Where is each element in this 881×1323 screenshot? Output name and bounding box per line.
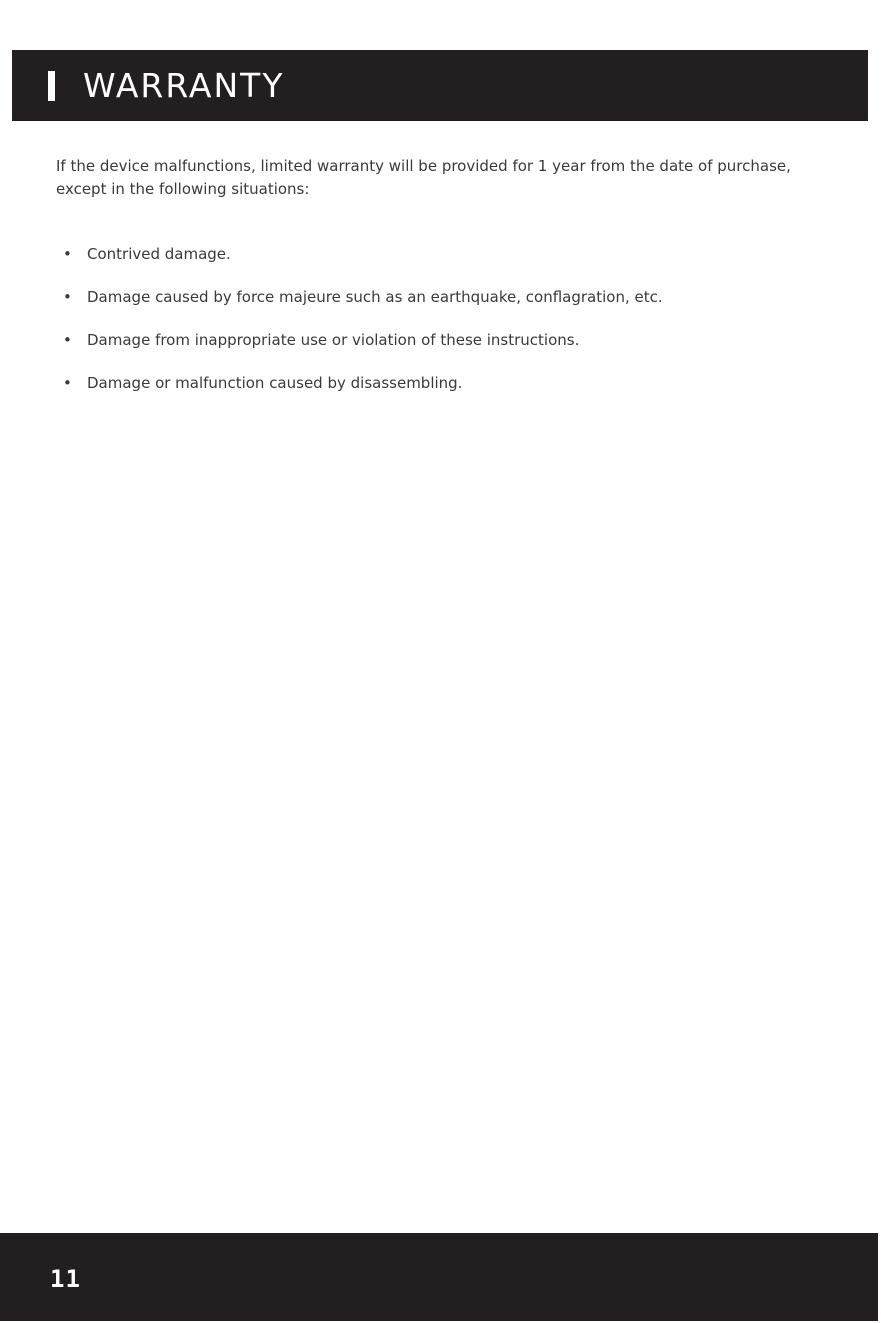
bullet-icon: •: [63, 245, 72, 263]
header-accent-mark: [48, 71, 55, 101]
bullet-icon: •: [63, 331, 72, 349]
list-item-text: Contrived damage.: [87, 245, 231, 263]
list-item: [56, 284, 836, 327]
warranty-intro-paragraph: If the device malfunctions, limited warranty will be provided for 1 year from the date of purchase, except in the following situations:: [56, 157, 791, 198]
list-item: [56, 327, 836, 370]
page-title: WARRANTY: [83, 66, 285, 105]
bullet-icon: •: [63, 288, 72, 306]
warranty-exclusions-list: [56, 241, 836, 413]
bullet-icon: •: [63, 374, 72, 392]
page-number: 11: [50, 1265, 81, 1293]
section-header-bar: [12, 50, 868, 121]
list-item-text: Damage from inappropriate use or violation of these instructions.: [87, 331, 580, 349]
list-item: [56, 370, 836, 413]
list-item: [56, 241, 836, 284]
page-footer-bar: [0, 1233, 878, 1321]
list-item-text: Damage or malfunction caused by disassembling.: [87, 374, 463, 392]
list-item-text: Damage caused by force majeure such as an earthquake, conflagration, etc.: [87, 288, 663, 306]
